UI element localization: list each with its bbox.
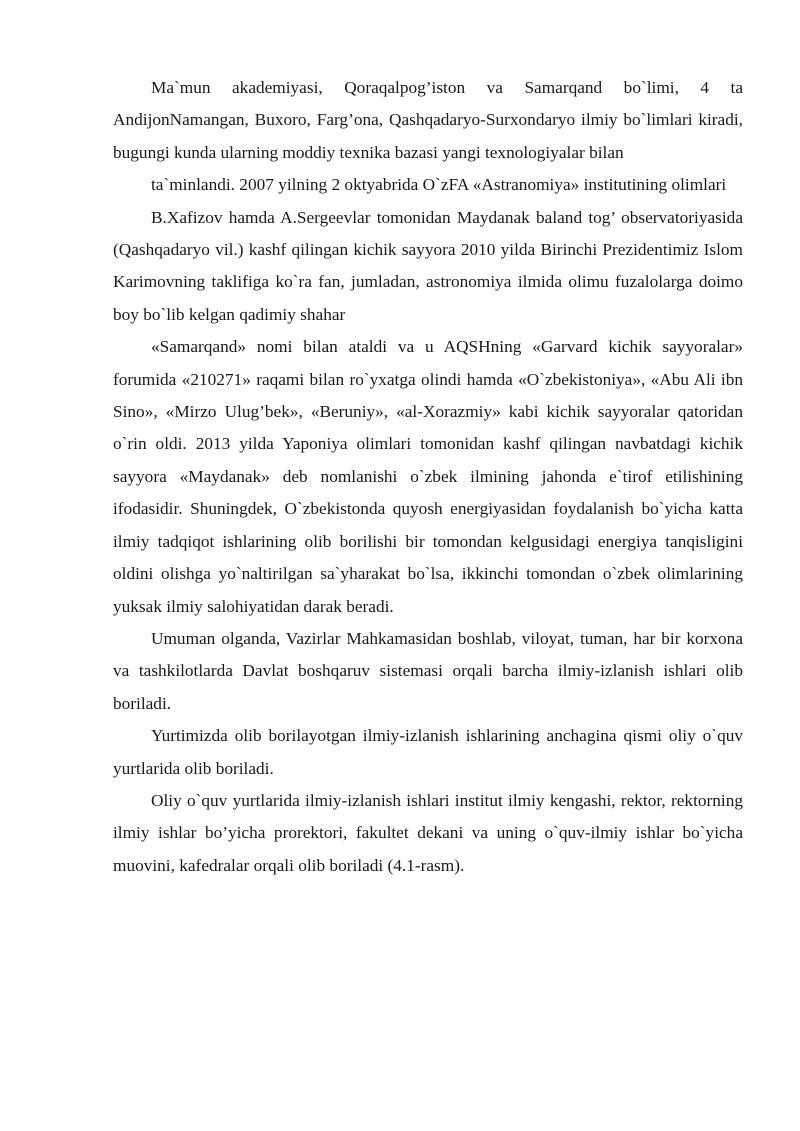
paragraph-state-management: Umuman olganda, Vazirlar Mahkamasidan boshlab, viloyat, tuman, har bir korxona va tashkilotlarda Davlat boshqaruv sistemasi orqali barcha ilmiy-izlanish ishlari olib boriladi. bbox=[113, 628, 743, 713]
paragraph-equipped: ta`minlandi. 2007 yilning 2 oktyabrida O`zFA «Astranomiya» institutining olimlari bbox=[151, 175, 727, 195]
paragraph-samarqand-asteroid: «Samarqand» nomi bilan ataldi va u AQSHning «Garvard kichik sayyoralar» forumida «210271» raqami bilan ro`yxatga olindi hamda «O`zbekistoniya», «Abu Ali ibn Sino», «Mirzo Ulug’bek», «Beruniy», «al-Xorazmiy» kabi kichik sayyoralar qatoridan o`rin oldi. 2013 yilda Yaponiya olimlari tomonidan kashf qilingan navbatdagi kichik sayyora «Maydanak» deb nomlanishi o`zbek ilmining jahonda e`tirof etilishining ifodasidir. Shuningdek, O`zbekistonda quyosh energiyasidan foydalanish bo`yicha katta ilmiy tadqiqot ishlarining olib borilishi bir tomondan kelgusidagi energiya tanqisligini oldini olishga yo`naltirilgan sa`yharakat bo`lsa, ikkinchi tomondan o`zbek olimlarining yuksak ilmiy salohiyatidan darak beradi. bbox=[113, 337, 743, 616]
paragraph-university-research: Oliy o`quv yurtlarida ilmiy-izlanish ishlari institut ilmiy kengashi, rektor, rektorning ilmiy ishlar bo’yicha prorektori, fakultet dekani va uning o`quv-ilmiy ishlar bo`yicha muovini, kafedralar orqali olib boriladi (4.1-rasm). bbox=[113, 790, 743, 875]
paragraph-higher-education: Yurtimizda olib borilayotgan ilmiy-izlanish ishlarining anchagina qismi oliy o`quv yurtlarida olib boriladi. bbox=[113, 726, 743, 778]
paragraph-academy-branches: Ma`mun akademiyasi, Qoraqalpog’iston va Samarqand bo`limi, 4 ta AndijonNamangan, Buxoro, Farg’ona, Qashqadaryo-Surxondaryo ilmiy bo`limlari kiradi, bugungi kunda ularning moddiy texnika bazasi yangi texnologiyalar bilan bbox=[113, 78, 743, 162]
paragraph-maydanak-discovery: B.Xafizov hamda A.Sergeevlar tomonidan Maydanak baland tog’ observatoriyasida (Qashqadaryo vil.) kashf qilingan kichik sayyora 2010 yilda Birinchi Prezidentimiz Islom Karimovning taklifiga ko`ra fan, jumladan, astronomiya ilmida olimu fuzalolarga doimo boy bo`lib kelgan qadimiy shahar bbox=[113, 207, 743, 324]
